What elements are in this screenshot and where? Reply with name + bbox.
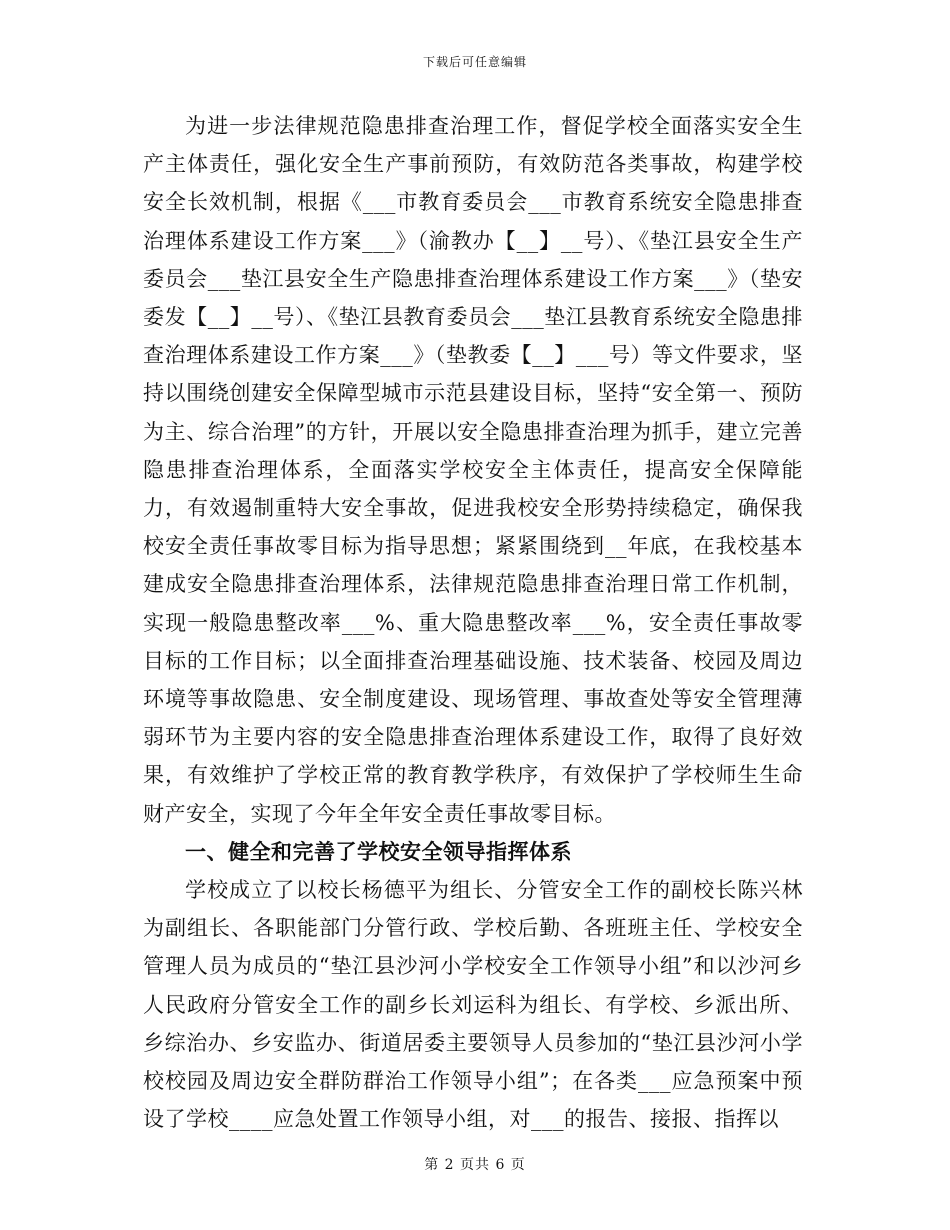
document-body: [143, 107, 803, 1138]
paragraph-leadership: 学校成立了以校长杨德平为组长、分管安全工作的副校长陈兴林为副组长、各职能部门分管行政、学校后勤、各班班主任、学校安全管理人员为成员的“垫江县沙河小学校安全工作领导小组”和以沙河乡人民政府分管安全工作的副乡长刘运科为组长、有学校、乡派出所、乡综治办、乡安监办、街道居委主要领导人员参加的“垫江县沙河小学校校园及周边安全群防群治工作领导小组”；在各类___应急预案中预设了学校____应急处置工作领导小组，对___的报告、接报、指挥以: [143, 878, 803, 1132]
paragraph-intro: 为进一步法律规范隐患排查治理工作，督促学校全面落实安全生产主体责任，强化安全生产事前预防，有效防范各类事故，构建学校安全长效机制，根据《___市教育委员会___市教育系统安全隐患排查治理体系建设工作方案___》（渝教办【__】__号）、《垫江县安全生产委员会___垫江县安全生产隐患排查治理体系建设工作方案___》（垫安委发【__】__号）、《垫江县教育委员会___垫江县教育系统安全隐患排查治理体系建设工作方案___》（垫教委【__】___号）等文件要求，坚持以围绕创建安全保障型城市示范县建设目标，坚持“安全第一、预防为主、综合治理”的方针，开展以安全隐患排查治理为抓手，建立完善隐患排查治理体系，全面落实学校安全主体责任，提高安全保障能力，有效遏制重特大安全事故，促进我校安全形势持续稳定，确保我校安全责任事故零目标为指导思想；紧紧围绕到__年底，在我校基本建成安全隐患排查治理体系，法律规范隐患排查治理日常工作机制，实现一般隐患整改率___%、重大隐患整改率___%，安全责任事故零目标的工作目标；以全面排查治理基础设施、技术装备、校园及周边环境等事故隐患、安全制度建设、现场管理、事故查处等安全管理薄弱环节为主要内容的安全隐患排查治理体系建设工作，取得了良好效果，有效维护了学校正常的教育教学秩序，有效保护了学校师生生命财产安全，实现了今年全年安全责任事故零目标。: [143, 114, 803, 826]
page-footer: 第 2 页共 6 页: [424, 1157, 526, 1173]
page-header: 下载后可任意编辑: [422, 55, 527, 69]
section-heading: 一、健全和完善了学校安全领导指挥体系: [185, 838, 572, 864]
